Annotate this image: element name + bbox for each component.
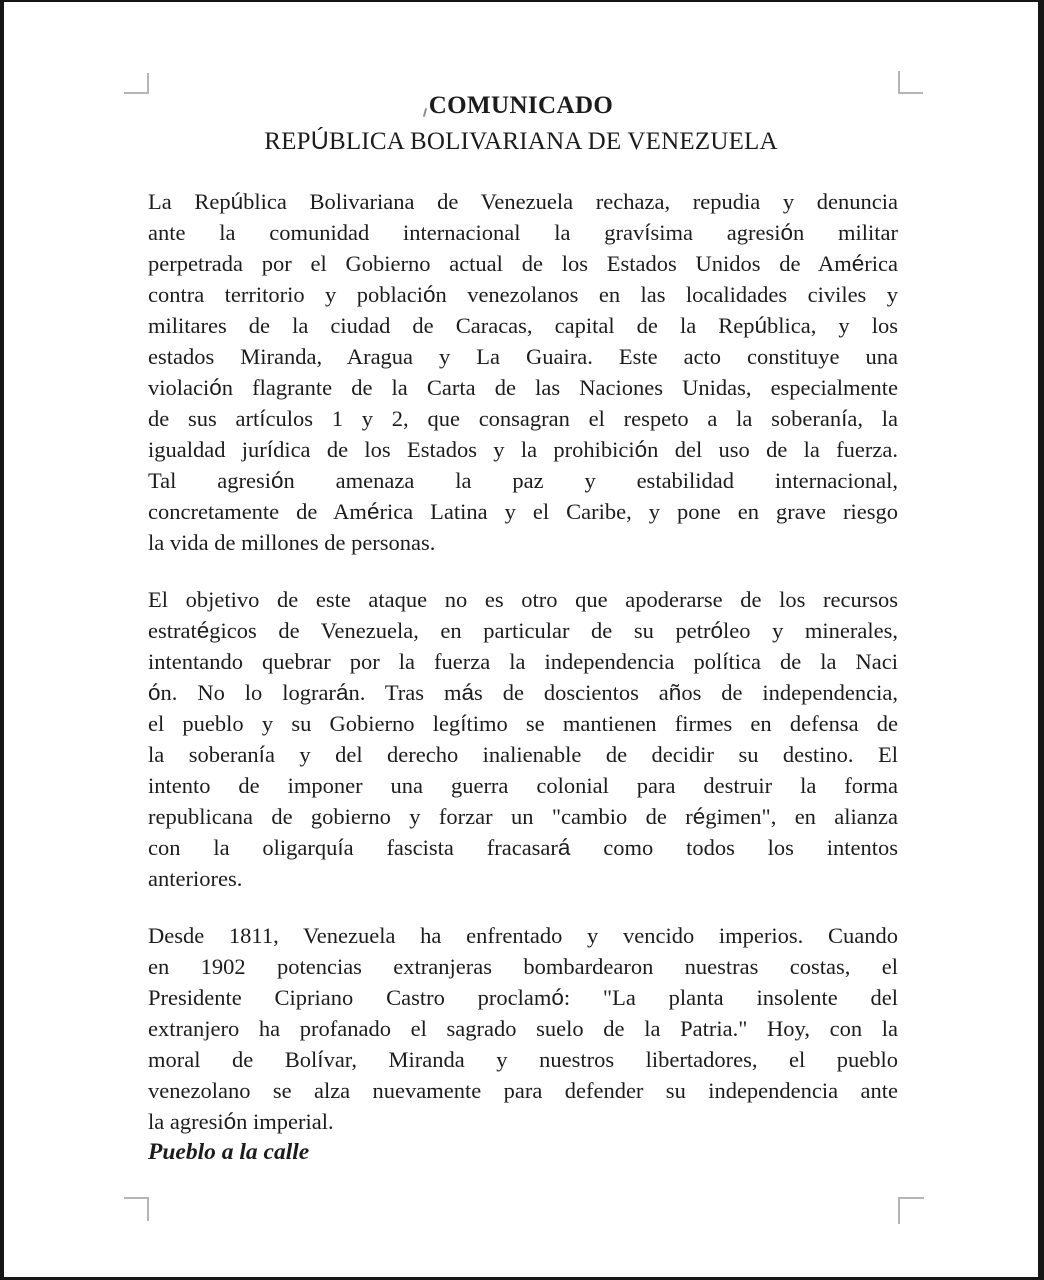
substituted-accent-glyph: í [258,742,265,767]
substituted-accent-glyph: ú [230,189,244,214]
text-line: violación flagrante de la Carta de las Naciones Unidas, especialmente [148,375,898,400]
substituted-accent-glyph: ó [710,618,723,643]
substituted-accent-glyph: ñ [668,680,682,705]
crop-mark-bottom-left [124,1197,149,1221]
text-line: republicana de gobierno y forzar un "cambio de régimen", en alianza [148,804,898,829]
substituted-accent-glyph: ó [634,437,648,462]
substituted-accent-glyph: í [337,835,344,860]
document-title: COMUNICADO [428,92,614,119]
text-line: anteriores. [148,866,243,891]
substituted-accent-glyph: é [692,804,706,829]
substituted-accent-glyph: í [841,406,848,431]
text-line: Presidente Cipriano Castro proclamó: "La planta insolente del [148,985,898,1010]
text-line: igualdad jurídica de los Estados y la prohibición del uso de la fuerza. [148,437,898,462]
document-body [148,186,898,1168]
substituted-accent-glyph: á [461,680,475,705]
substituted-accent-glyph: í [460,711,467,736]
paragraphs [148,186,898,1137]
substituted-accent-glyph: Ú [310,127,329,155]
substituted-accent-glyph: ó [551,985,564,1010]
text-line: la agresión imperial. [148,1109,334,1134]
text-line: con la oligarquía fascista fracasará como todos los intentos [148,835,898,860]
paragraph [148,186,898,558]
text-line: estratégicos de Venezuela, en particular de su petróleo y minerales, [148,618,899,643]
text-line: militares de la ciudad de Caracas, capital de la República, y los [148,313,898,338]
substituted-accent-glyph: ó [148,680,161,705]
substituted-accent-glyph: í [259,406,266,431]
text-line: La República Bolivariana de Venezuela rechaza, repudia y denuncia [148,189,898,214]
substituted-accent-glyph: í [266,437,274,462]
closing-slogan: Pueblo a la calle [148,1139,310,1165]
text-line: moral de Bolívar, Miranda y nuestros libertadores, el pueblo [148,1047,898,1072]
text-line: en 1902 potencias extranjeras bombardearon nuestras costas, el [148,954,898,979]
text-line: Tal agresión amenaza la paz y estabilidad internacional, [148,468,898,493]
text-line: estados Miranda, Aragua y La Guaira. Este acto constituye una [148,344,898,369]
text-line: intentando quebrar por la fuerza la independencia política de la Naci [148,649,898,674]
text-line: la vida de millones de personas. [148,530,436,555]
substituted-accent-glyph: ó [209,375,222,400]
text-line: El objetivo de este ataque no es otro que apoderarse de los recursos [148,587,898,612]
paragraph [148,584,898,894]
substituted-accent-glyph: é [366,499,380,524]
paragraph [148,920,898,1137]
text-line: el pueblo y su Gobierno legítimo se mantienen firmes en defensa de [148,711,899,736]
substituted-accent-glyph: á [335,680,349,705]
substituted-accent-glyph: ó [422,282,436,307]
substituted-accent-glyph: é [196,618,210,643]
title-block [4,92,1038,156]
text-line: venezolano se alza nuevamente para defender su independencia ante [148,1078,898,1103]
crop-mark-top-left [124,73,149,94]
substituted-accent-glyph: í [644,220,651,245]
substituted-accent-glyph: ó [780,220,793,245]
substituted-accent-glyph: í [317,1047,324,1072]
substituted-accent-glyph: ú [754,313,768,338]
text-line: la soberanía y del derecho inalienable de decidir su destino. El [148,742,898,767]
substituted-accent-glyph: ó [223,1109,237,1134]
text-line: Desde 1811, Venezuela ha enfrentado y vencido imperios. Cuando [148,923,898,948]
substituted-accent-glyph: é [851,251,865,276]
crop-mark-top-right [898,71,923,94]
text-line: ante la comunidad internacional la gravísima agresión militar [148,220,898,245]
substituted-accent-glyph: í [722,649,729,674]
text-line: contra territorio y población venezolanos en las localidades civiles y [148,282,898,307]
document-subtitle: REPÚBLICA BOLIVARIANA DE VENEZUELA [264,127,778,155]
text-line: perpetrada por el Gobierno actual de los Estados Unidos de América [148,251,898,276]
text-line: concretamente de América Latina y el Caribe, y pone en grave riesgo [148,499,898,524]
text-line: extranjero ha profanado el sagrado suelo de la Patria." Hoy, con la [148,1016,898,1041]
text-line: intento de imponer una guerra colonial para destruir la forma [148,773,898,798]
text-line: ón. No lo lograrán. Tras más de doscientos años de independencia, [148,680,898,705]
text-line: de sus artículos 1 y 2, que consagran el respeto a la soberanía, la [148,406,899,431]
substituted-accent-glyph: á [557,835,571,860]
substituted-accent-glyph: ó [271,468,284,493]
crop-mark-bottom-right [898,1197,924,1224]
